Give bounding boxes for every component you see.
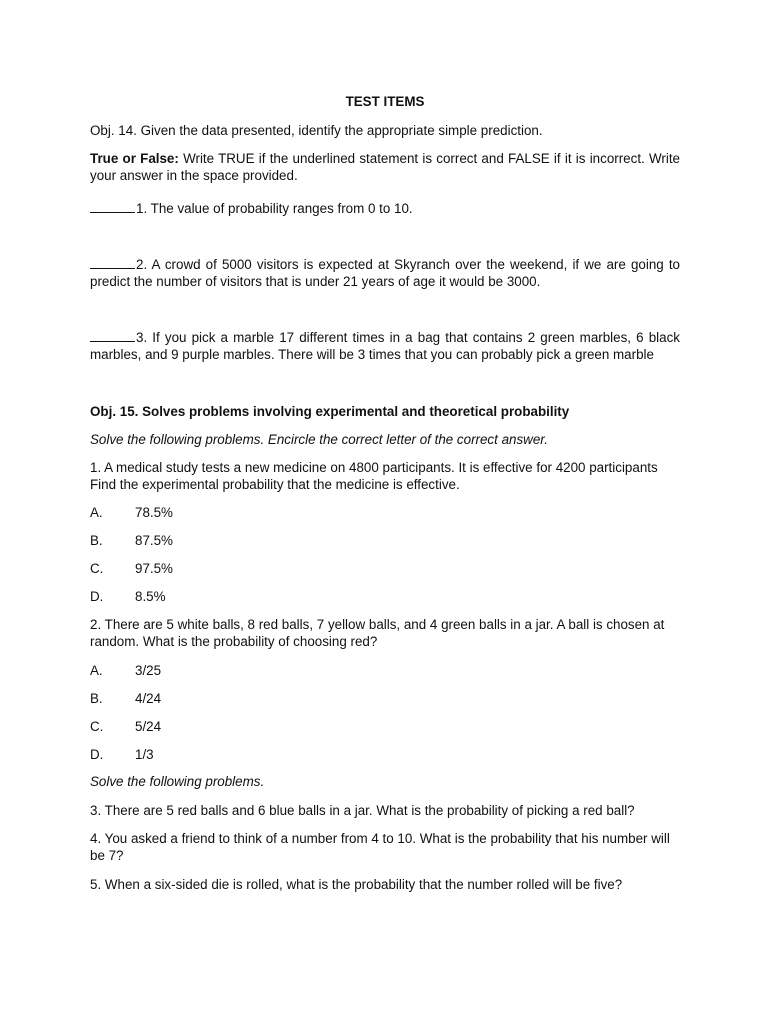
obj15-heading: Obj. 15. Solves problems involving experimental and theoretical probability [90,404,570,419]
tf-item-2-text: 2. A crowd of 5000 visitors is expected at Skyranch over the weekend, if we are going to predict the number of visitors that is under 21 years of age it would be 3000. [90,257,680,289]
option-letter: C. [90,719,104,734]
answer-blank-2[interactable] [90,255,135,269]
question-4-text: 4. You asked a friend to think of a number from 4 to 10. What is the probability that his number will be 7? [90,831,670,863]
obj15-instruction: Solve the following problems. Encircle the correct letter of the correct answer. [90,432,548,447]
option-letter: A. [90,505,103,520]
option-value: 8.5% [135,589,166,604]
option-value: 3/25 [135,663,162,678]
question-1-text: 1. A medical study tests a new medicine on 4800 participants. It is effective for 4200 participants Find the experimental probability that the medicine is effective. [90,460,658,492]
answer-blank-1[interactable] [90,199,135,213]
obj14-heading: Obj. 14. Given the data presented, identify the appropriate simple prediction. [90,123,543,138]
option-value: 87.5% [135,533,173,548]
option-letter: D. [90,747,104,762]
tf-item-3 [90,328,680,363]
page-title: TEST ITEMS [345,94,425,109]
option-letter: A. [90,663,103,678]
tf-item-2 [90,255,680,290]
question-2-text: 2. There are 5 white balls, 8 red balls, 7 yellow balls, and 4 green balls in a jar. A ball is chosen at random. What is the probability of choosing red? [90,617,665,649]
tf-item-1-text: 1. The value of probability ranges from 0 to 10. [136,201,413,216]
question-3-text: 3. There are 5 red balls and 6 blue balls in a jar. What is the probability of picking a red ball? [90,803,635,818]
option-value: 4/24 [135,691,162,706]
question-5-text: 5. When a six-sided die is rolled, what is the probability that the number rolled will be five? [90,877,623,892]
tf-item-1 [90,199,680,217]
option-letter: B. [90,691,103,706]
true-false-label: True or False: [90,151,179,166]
true-false-instruction [90,150,680,184]
tf-item-3-text: 3. If you pick a marble 17 different times in a bag that contains 2 green marbles, 6 black marbles, and 9 purple marbles. There will be 3 times that you can probably pick a green marble [90,330,680,362]
option-letter: B. [90,533,103,548]
option-value: 78.5% [135,505,173,520]
option-value: 5/24 [135,719,162,734]
solve-instruction: Solve the following problems. [90,774,265,789]
option-letter: D. [90,589,104,604]
option-letter: C. [90,561,104,576]
option-value: 1/3 [135,747,154,762]
true-false-text: Write TRUE if the underlined statement is correct and FALSE if it is incorrect. Write your answer in the space provided. [90,151,680,183]
option-value: 97.5% [135,561,173,576]
answer-blank-3[interactable] [90,328,135,342]
